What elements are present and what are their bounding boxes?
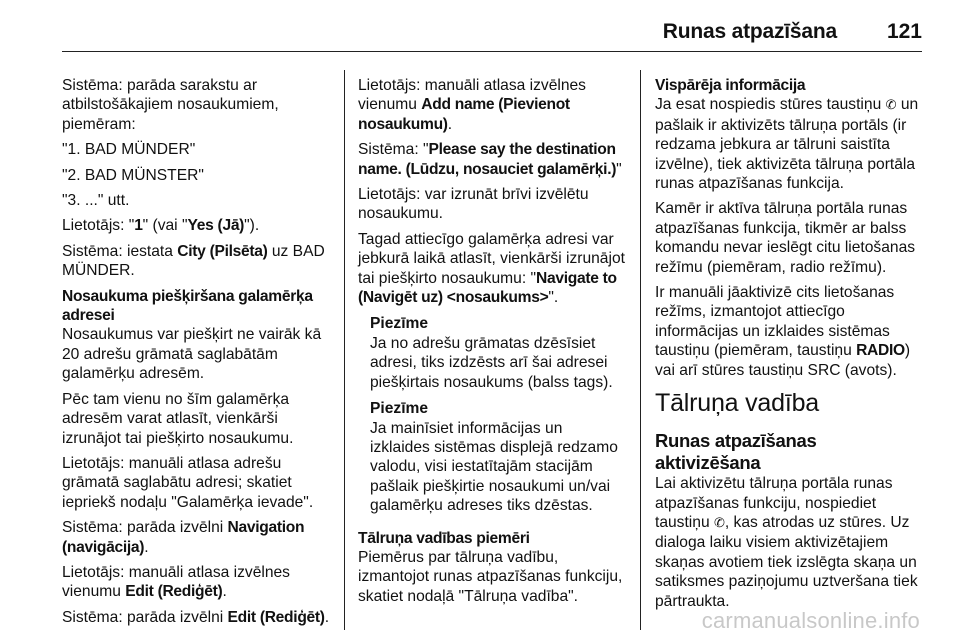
column-divider (344, 70, 345, 630)
paragraph: Lietotājs: manuāli atlasa adrešu grāmatā saglabātu adresi; skatiet iepriekš nodaļu "Galamērķa ievade". (62, 454, 314, 511)
phone-icon: ✆ (885, 98, 897, 114)
paragraph: Pēc tam vienu no šīm galamērķa adresēm varat atlasīt, vienkārši izrunājot tai piešķirto nosaukumu. (62, 390, 294, 447)
section-heading: Vispārēja informācija (655, 77, 806, 94)
note-box (358, 314, 626, 392)
list-item: "3. ..." utt. (62, 192, 130, 210)
column-middle (358, 76, 626, 612)
paragraph: Tagad attiecīgo galamērķa adresi var jebkurā laikā atlasīt, vienkārši izrunājot tai piešķirto nosaukumu: "Navigate to (Navigēt uz) <nosaukums>". (358, 230, 625, 307)
paragraph: Sistēma: iestata City (Pilsēta) uz BAD MÜNDER. (62, 242, 325, 280)
paragraph: Kamēr ir aktīva tālruņa portāla runas atpazīšanas funkcija, tikmēr ar balss komandu nevar ieslēgt citu lietošanas režīmu (piemēram, radio režīmu). (655, 200, 916, 276)
paragraph: Lietotājs: manuāli atlasa izvēlnes vienumu Add name (Pievienot nosaukumu). (358, 77, 586, 133)
note-text: Ja mainīsiet informācijas un izklaides sistēmas displejā redzamo valodu, visi iestatītajām stacijām pašlaik piešķirtie nosaukumi un/vai galamērķu adreses tiks dzēstas. (370, 419, 618, 515)
paragraph: Ja esat nospiedis stūres taustiņu ✆ un pašlaik ir aktivizēts tālruņa portāls (ir redzama jebkura ar tālruni saistīta izvēlne), tiek aktivizēta tālruņa portāla runas atpazīšanas funkcija. (655, 96, 919, 193)
page-header (62, 0, 922, 52)
subsection-heading: Runas atpazīšanas aktivizēšana (655, 430, 817, 474)
section-heading: Nosaukuma piešķiršana galamērķa adresei (62, 287, 313, 325)
paragraph: Lietotājs: manuāli atlasa izvēlnes vienumu Edit (Rediģēt). (62, 563, 290, 601)
watermark: carmanualsonline.info (701, 608, 920, 633)
column-divider (640, 70, 641, 630)
paragraph: Lietotājs: var izrunāt brīvi izvēlētu nosaukumu. (358, 186, 589, 223)
note-text: Ja no adrešu grāmatas dzēsīsiet adresi, tiks izdzēsts arī šai adresei piešķirtais nosaukums (balss tags). (370, 334, 613, 391)
paragraph: Sistēma: parāda izvēlni Edit (Rediģēt). (62, 608, 330, 626)
chapter-title: Tālruņa vadība (655, 389, 819, 418)
phone-icon: ✆ (713, 515, 725, 531)
list-item: "1. BAD MÜNDER" (62, 141, 196, 159)
paragraph: Ir manuāli jāaktivizē cits lietošanas režīms, izmantojot attiecīgo informācijas un izklaides sistēmas taustiņu (piemēram, taustiņu RADIO) vai arī stūres taustiņu SRC (avots). (655, 284, 911, 379)
paragraph: Lietotājs: "1" (vai "Yes (Jā)"). (62, 217, 260, 235)
paragraph: Piemērus par tālruņa vadību, izmantojot runas atpazīšanas funkciju, skatiet nodaļā "Tālruņa vadība". (358, 548, 623, 605)
list-item: "2. BAD MÜNSTER" (62, 166, 204, 184)
paragraph: Sistēma: parāda sarakstu ar atbilstošākajiem nosaukumiem, piemēram: (62, 77, 279, 133)
paragraph: Sistēma: "Please say the destination name. (Lūdzu, nosauciet galamērķi.)" (358, 141, 622, 178)
paragraph: Nosaukumus var piešķirt ne vairāk kā 20 adrešu grāmatā saglabātām galamērķu adresēm. (62, 326, 322, 383)
note-title: Piezīme (370, 315, 429, 333)
page-number: 121 (886, 20, 922, 43)
note-title: Piezīme (370, 400, 429, 418)
column-left (62, 76, 330, 633)
column-right (655, 76, 925, 617)
section-heading: Tālruņa vadības piemēri (358, 529, 530, 547)
paragraph: Sistēma: parāda izvēlni Navigation (navigācija). (62, 519, 305, 556)
paragraph: Lai aktivizētu tālruņa portāla runas atpazīšanas funkciju, nospiediet taustiņu ✆, kas atrodas uz stūres. Uz dialoga laiku visiem aktivizētajiem skaņas avotiem tiek izslēgta skaņa un satiksmes paziņojumu uztveršana tiek pārtraukta. (655, 475, 918, 610)
page-title: Runas atpazīšana (662, 20, 837, 43)
note-box (358, 399, 626, 515)
